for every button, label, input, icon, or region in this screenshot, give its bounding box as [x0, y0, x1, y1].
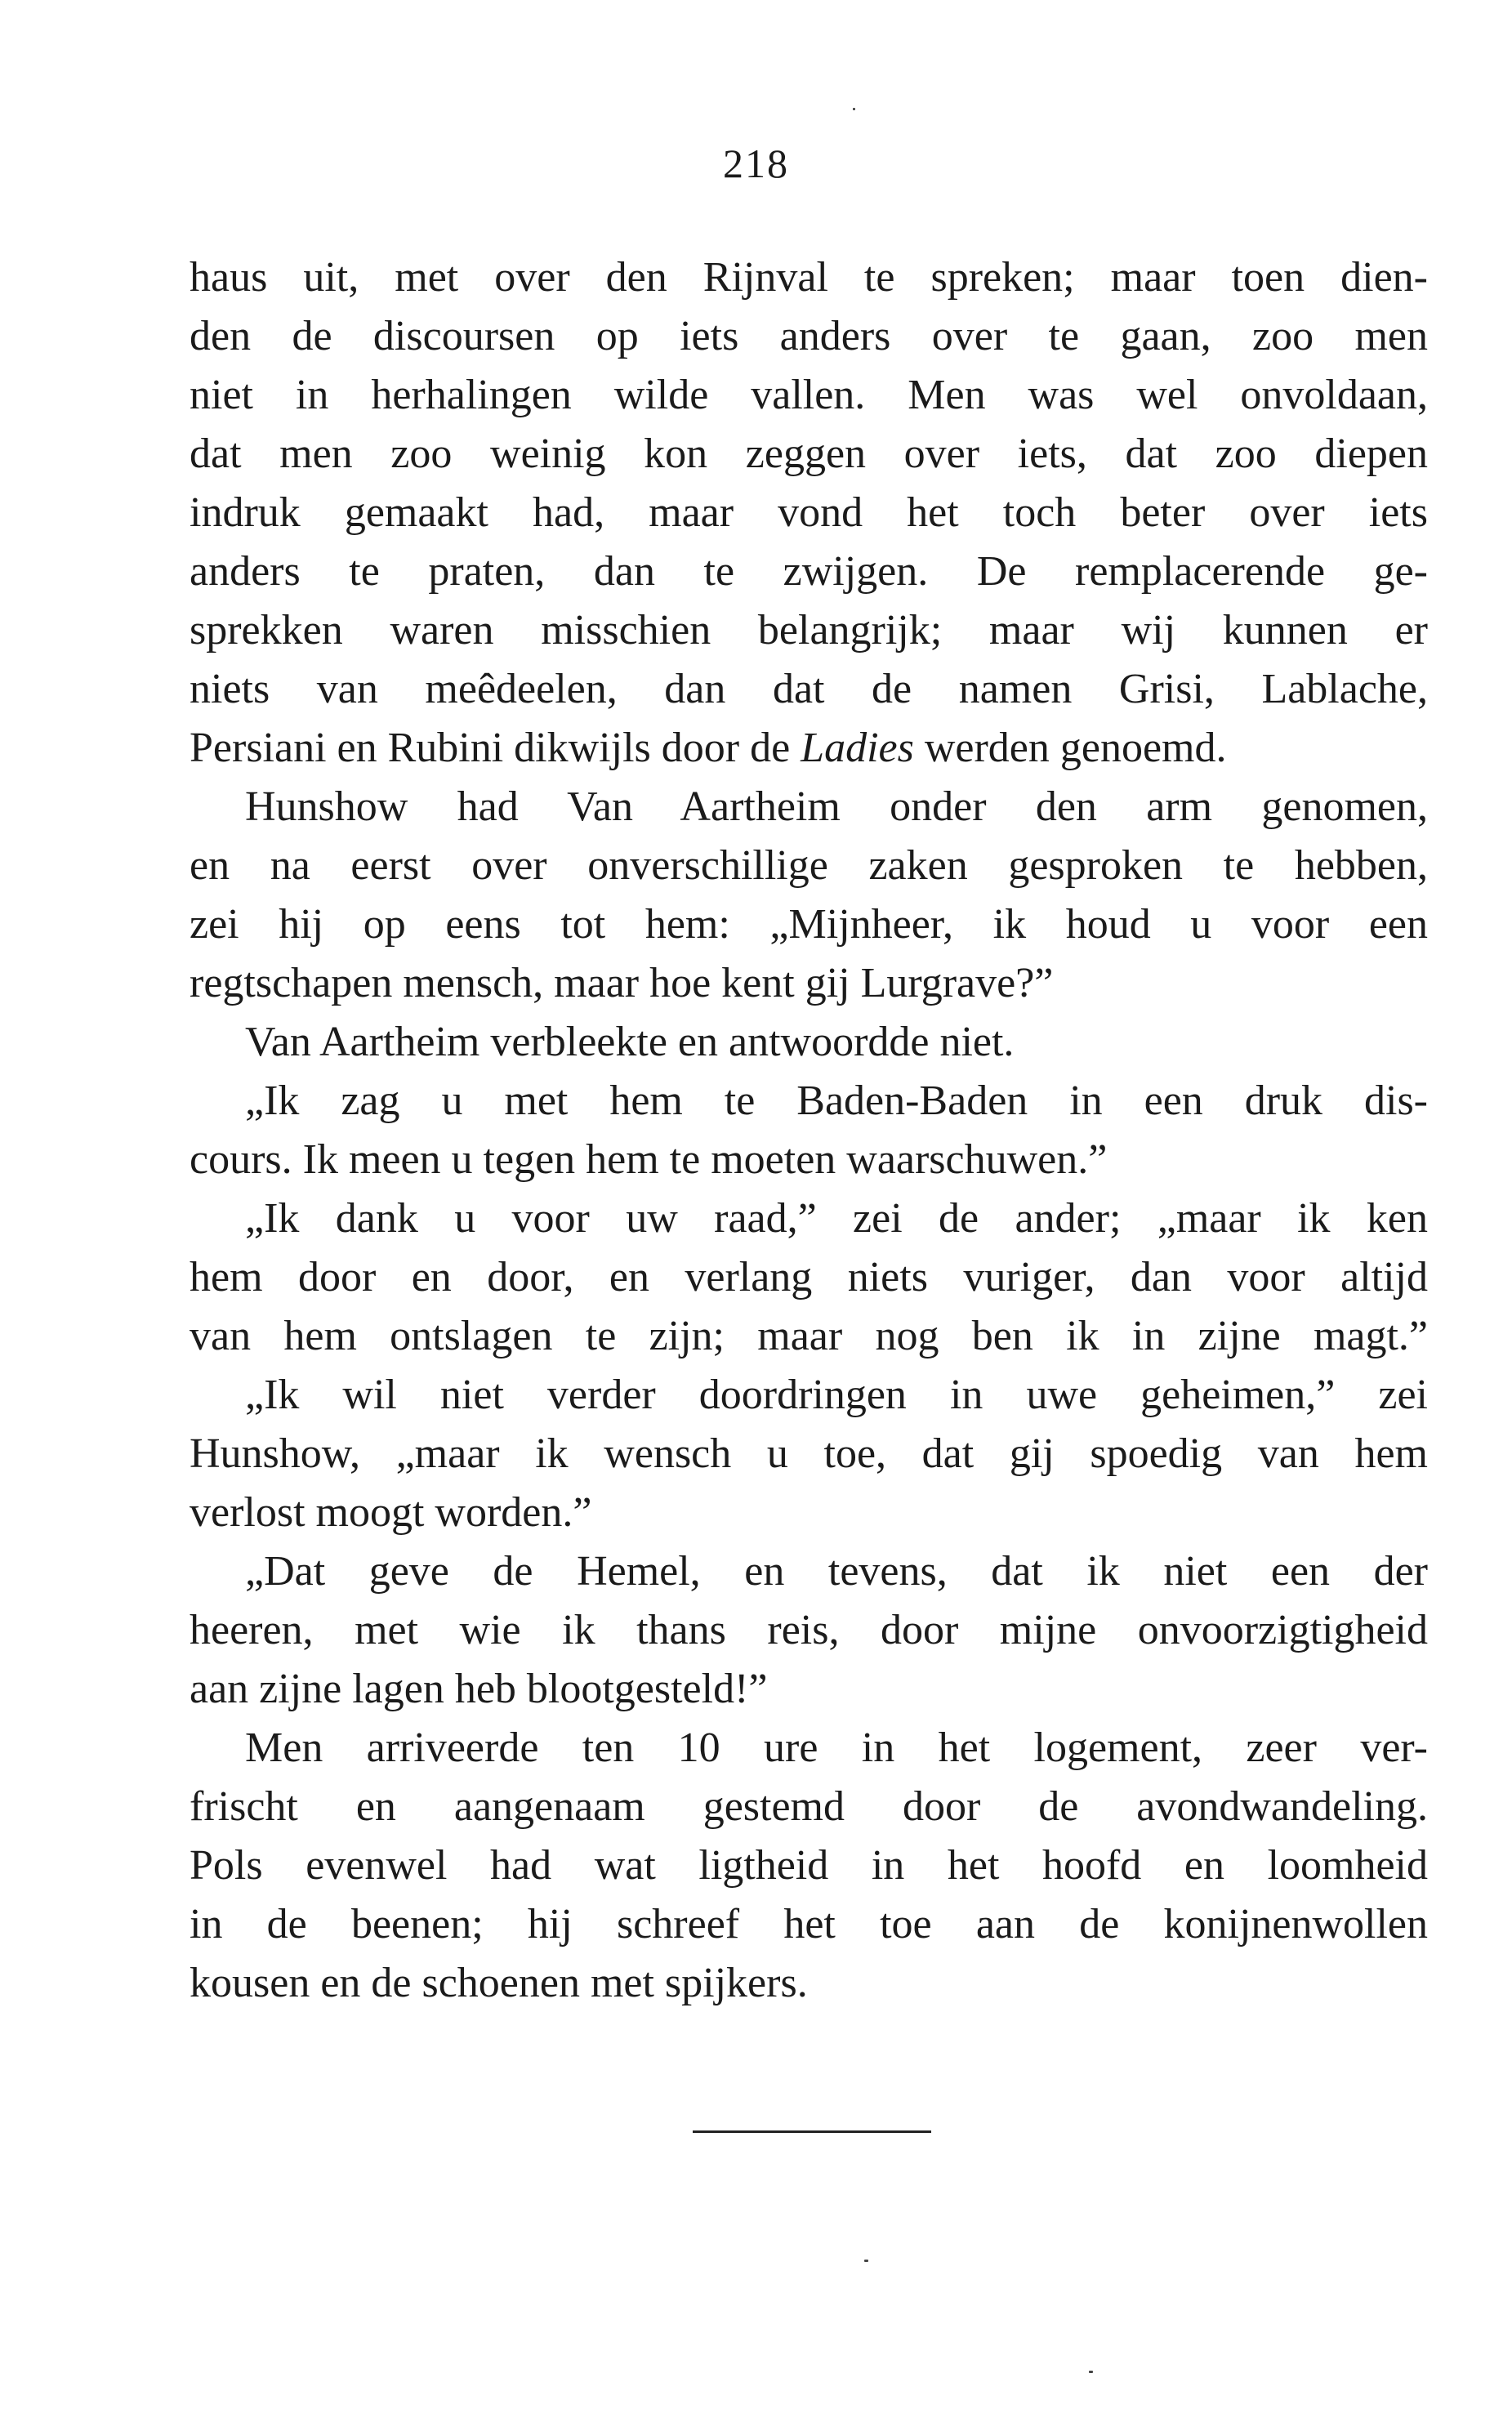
text-line: van hem ontslagen te zijn; maar nog ben ik in zijne magt.”: [190, 1313, 1428, 1359]
text-line: hem door en door, en verlang niets vuriger, dan voor altijd: [190, 1254, 1428, 1301]
text-line: Hunshow, „maar ik wensch u toe, dat gij spoedig van hem: [190, 1430, 1428, 1477]
text-line: heeren, met wie ik thans reis, door mijne onvoorzigtigheid: [190, 1607, 1428, 1653]
text-line: regtschapen mensch, maar hoe kent gij Lurgrave?”: [190, 960, 1054, 1006]
text-line: haus uit, met over den Rijnval te spreken; maar toen dien-: [190, 254, 1428, 301]
text-line: Hunshow had Van Aartheim onder den arm genomen,: [245, 783, 1428, 830]
paragraph: [190, 778, 1428, 1013]
paragraph: [190, 1072, 1428, 1189]
text-line: den de discoursen op iets anders over te gaan, zoo men: [190, 313, 1428, 359]
text-line: Men arriveerde ten 10 ure in het logement, zeer ver-: [245, 1724, 1428, 1771]
paragraph: [190, 1013, 1428, 1072]
text-line: anders te praten, dan te zwijgen. De remplacerende ge-: [190, 548, 1428, 595]
paragraph: [190, 248, 1428, 778]
body-text: [190, 248, 1428, 2013]
page-number: 218: [723, 141, 789, 186]
print-speck: [864, 2260, 868, 2262]
text-line: „Ik zag u met hem te Baden-Baden in een druk dis-: [245, 1077, 1428, 1124]
text-line: „Ik dank u voor uw raad,” zei de ander; „maar ik ken: [245, 1195, 1428, 1242]
text-line: indruk gemaakt had, maar vond het toch beter over iets: [190, 489, 1428, 536]
text-line: Persiani en Rubini dikwijls door de Ladies werden genoemd.: [190, 725, 1227, 771]
print-speck: [853, 108, 855, 110]
text-line: sprekken waren misschien belangrijk; maar wij kunnen er: [190, 607, 1428, 654]
text-line: aan zijne lagen heb blootgesteld!”: [190, 1666, 768, 1712]
italic-word: Ladies: [801, 725, 914, 771]
text-line: in de beenen; hij schreef het toe aan de konijnenwollen: [190, 1901, 1428, 1947]
section-end-rule: [693, 2130, 931, 2133]
text-line: dat men zoo weinig kon zeggen over iets, dat zoo diepen: [190, 431, 1428, 477]
text-line: niets van meêdeelen, dan dat de namen Grisi, Lablache,: [190, 666, 1428, 712]
text-line: Van Aartheim verbleekte en antwoordde niet.: [245, 1019, 1015, 1065]
text-line: zei hij op eens tot hem: „Mijnheer, ik houd u voor een: [190, 901, 1428, 948]
paragraph: [190, 1719, 1428, 2013]
text-line: cours. Ik meen u tegen hem te moeten waarschuwen.”: [190, 1136, 1108, 1183]
text-line: „Dat geve de Hemel, en tevens, dat ik niet een der: [245, 1548, 1428, 1595]
text-line: frischt en aangenaam gestemd door de avondwandeling.: [190, 1783, 1428, 1830]
paragraph: [190, 1542, 1428, 1719]
paragraph: [190, 1366, 1428, 1542]
text-line: en na eerst over onverschillige zaken gesproken te hebben,: [190, 842, 1428, 889]
print-speck: [1089, 2371, 1093, 2373]
text-line: „Ik wil niet verder doordringen in uwe geheimen,” zei: [245, 1372, 1428, 1418]
text-line: verlost moogt worden.”: [190, 1489, 592, 1536]
paragraph: [190, 1189, 1428, 1366]
text-line: Pols evenwel had wat ligtheid in het hoofd en loomheid: [190, 1842, 1428, 1889]
text-line: kousen en de schoenen met spijkers.: [190, 1960, 808, 2006]
text-line: niet in herhalingen wilde vallen. Men was wel onvoldaan,: [190, 372, 1428, 418]
